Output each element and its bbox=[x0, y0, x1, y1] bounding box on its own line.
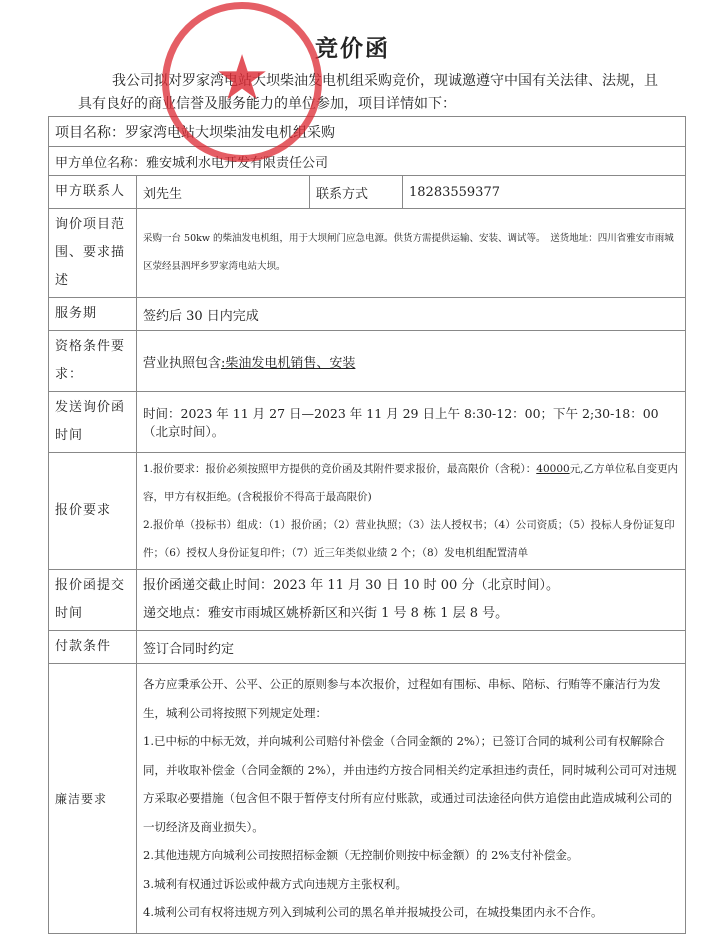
quote-req-1: 1.报价要求：报价必须按照甲方提供的竞价函及其附件要求报价，最高限价（含税）： bbox=[143, 463, 537, 475]
project-name: 项目名称：罗家湾电站大坝柴油发电机组采购 bbox=[49, 117, 686, 147]
contact-value: 刘先生 bbox=[137, 176, 310, 209]
party-a-name: 甲方单位名称：雅安城利水电开发有限责任公司 bbox=[49, 147, 686, 176]
integrity-label: 廉洁要求 bbox=[49, 664, 137, 934]
intro-paragraph: 我公司拟对罗家湾电站大坝柴油发电机组采购竞价，现诚邀遵守中国有关法律、法规，且具有良好的商业信誉及服务能力的单位参加，项目详情如下： bbox=[78, 73, 658, 112]
submit-location: 递交地点：雅安市雨城区姚桥新区和兴街 1 号 8 栋 1 层 8 号。 bbox=[143, 606, 509, 621]
service-value: 签约后 30 日内完成 bbox=[137, 298, 686, 331]
quote-label: 报价要求 bbox=[49, 453, 137, 570]
integrity-item: 3.城利有权通过诉讼或仲裁方式向违规方主张权利。 bbox=[143, 876, 407, 891]
integrity-item: 各方应秉承公开、公平、公正的原则参与本次报价，过程如有围标、串标、陪标、行贿等不廉洁行为发生，城利公司将按照下列规定处理： bbox=[143, 677, 661, 720]
phone-value: 18283559377 bbox=[403, 176, 686, 209]
payment-value: 签订合同时约定 bbox=[137, 631, 686, 664]
qualification-label: 资格条件要求： bbox=[49, 331, 137, 392]
service-label: 服务期 bbox=[49, 298, 137, 331]
contact-label: 甲方联系人 bbox=[49, 176, 137, 209]
qualification-prefix: 营业执照包含 bbox=[143, 355, 222, 371]
document-title: 竞价函 bbox=[315, 35, 390, 62]
submit-deadline: 报价函递交截止时间：2023 年 11 月 30 日 10 时 00 分（北京时间）。 bbox=[143, 578, 559, 593]
send-time-value: 时间：2023 年 11 月 27 日—2023 年 11 月 29 日上午 8:30-12：00；下午 2;30-18：00（北京时间）。 bbox=[137, 392, 686, 453]
scope-value: 采购一台 50kw 的柴油发电机组，用于大坝闸门应急电源。供货方需提供运输、安装、调试等。 送货地址：四川省雅安市雨城区荥经县泗坪乡罗家湾电站大坝。 bbox=[137, 209, 686, 298]
star-icon: ★ bbox=[214, 41, 270, 114]
send-time-label: 发送询价函时间 bbox=[49, 392, 137, 453]
integrity-item: 2.其他违规方向城利公司按照招标金额（无控制价则按中标金额）的 2%支付补偿金。 bbox=[143, 848, 579, 863]
submit-label: 报价函提交时间 bbox=[49, 570, 137, 631]
quote-req-1b: 元,乙方单位私自变更内容，甲方有权拒绝。(含税报价不得高于最高限价) bbox=[143, 463, 679, 503]
max-price: 40000 bbox=[536, 463, 570, 475]
bid-details-table bbox=[48, 116, 686, 934]
integrity-item: 4.城利公司有权将违规方列入到城利公司的黑名单并报城投公司，在城投集团内永不合作。 bbox=[143, 905, 603, 920]
quote-req-2: 2.报价单（投标书）组成：（1）报价函；（2）营业执照；（3）法人授权书；（4）公司资质；（5）投标人身份证复印件；（6）授权人身份证复印件；（7）近三年类似业绩 2 个；（8）发电机组配置清单 bbox=[143, 519, 675, 559]
qualification-value: :柴油发电机销售、安装 bbox=[221, 355, 356, 371]
integrity-item: 1.已中标的中标无效，并向城利公司赔付补偿金（合同金额的 2%）；已签订合同的城利公司有权解除合同，并收取补偿金（合同金额的 2%），并由违约方按合同相关约定承担违约责任，同时城利公司可对违规方采取必要措施（包含但不限于暂停支付所有应付账款，或通过司法途径向供方追偿由此造成城利公司的一切经济及商业损失）。 bbox=[143, 734, 677, 834]
phone-label: 联系方式 bbox=[310, 176, 403, 209]
scope-label: 询价项目范围、要求描述 bbox=[49, 209, 137, 298]
payment-label: 付款条件 bbox=[49, 631, 137, 664]
